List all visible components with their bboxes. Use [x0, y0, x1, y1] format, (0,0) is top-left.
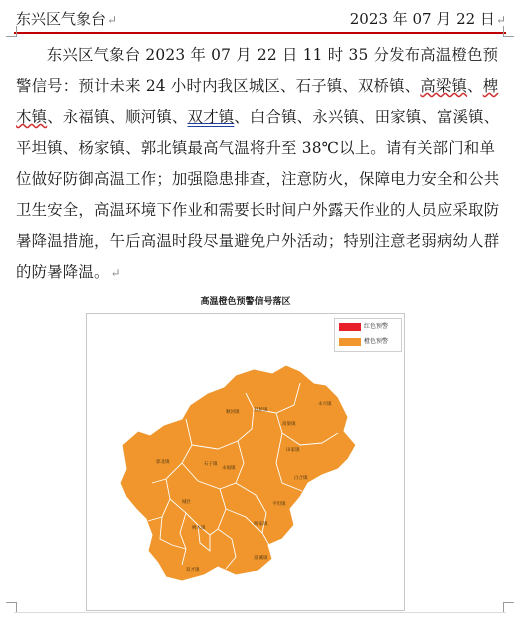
town-yimu: 椑木镇: [16, 77, 499, 126]
map-town-label: 白合镇: [294, 476, 308, 481]
map-town-label: 高梁镇: [282, 422, 296, 427]
legend-swatch-orange: [339, 338, 361, 346]
header-org: 东兴区气象台↵: [16, 10, 118, 28]
margin-corner-mark: [503, 26, 514, 37]
map-town-label: 平坦镇: [272, 502, 286, 507]
map-town-label: 永福镇: [222, 466, 236, 471]
legend-item-red: 红色预警: [339, 322, 388, 332]
legend-swatch-red: [339, 323, 361, 331]
map-town-label: 田家镇: [286, 448, 300, 453]
map-town-label: 双才镇: [186, 568, 200, 573]
warning-paragraph[interactable]: 东兴区气象台 2023 年 07 月 22 日 11 时 35 分发布高温橙色预警信号：预计未来 24 小时内我区城区、石子镇、双桥镇、高梁镇、椑木镇、永福镇、顺河镇、双才镇、白合镇、永兴镇、田家镇、富溪镇、平坦镇、杨家镇、郭北镇最高气温将升至 38℃以上。请有关部门和单位做好防御高温工作；加强隐患排查，注意防火，保障电力安全和公共卫生安全，高温环境下作业和需要长时间户外露天作业的人员应采取防暑降温措施，午后高温时段尽量避免户外活动；特别注意老弱病幼人群的防暑降温。↵: [16, 46, 500, 281]
document-header: [0, 0, 520, 40]
map-town-label: 富溪镇: [254, 556, 268, 561]
map-title: 高温橙色预警信号落区: [200, 297, 291, 307]
map-town-label: 杨家镇: [254, 522, 268, 527]
header-date: 2023 年 07 月 22 日↵: [349, 10, 506, 28]
map-town-label: 顺河镇: [226, 410, 240, 415]
town-gaoliang: 高梁镇: [420, 77, 468, 95]
map-town-label: 永兴镇: [318, 402, 332, 407]
map-town-label: 双桥镇: [254, 408, 268, 413]
page-bottom-rule: [14, 612, 506, 613]
region-outline: [120, 365, 356, 581]
map-town-label: 石子镇: [204, 462, 218, 467]
map-legend: [334, 318, 402, 352]
map-town-label: 椑木镇: [192, 526, 206, 531]
map-town-label: 城区: [182, 500, 191, 505]
town-shuangcai: 双才镇: [187, 108, 235, 126]
warning-area-map: [86, 313, 403, 609]
map-town-label: 郭北镇: [156, 460, 170, 465]
margin-corner-mark: [6, 26, 17, 37]
header-red-rule: [14, 32, 506, 34]
legend-item-orange: 橙色预警: [339, 337, 388, 347]
paragraph-mark: ↵: [110, 266, 121, 280]
